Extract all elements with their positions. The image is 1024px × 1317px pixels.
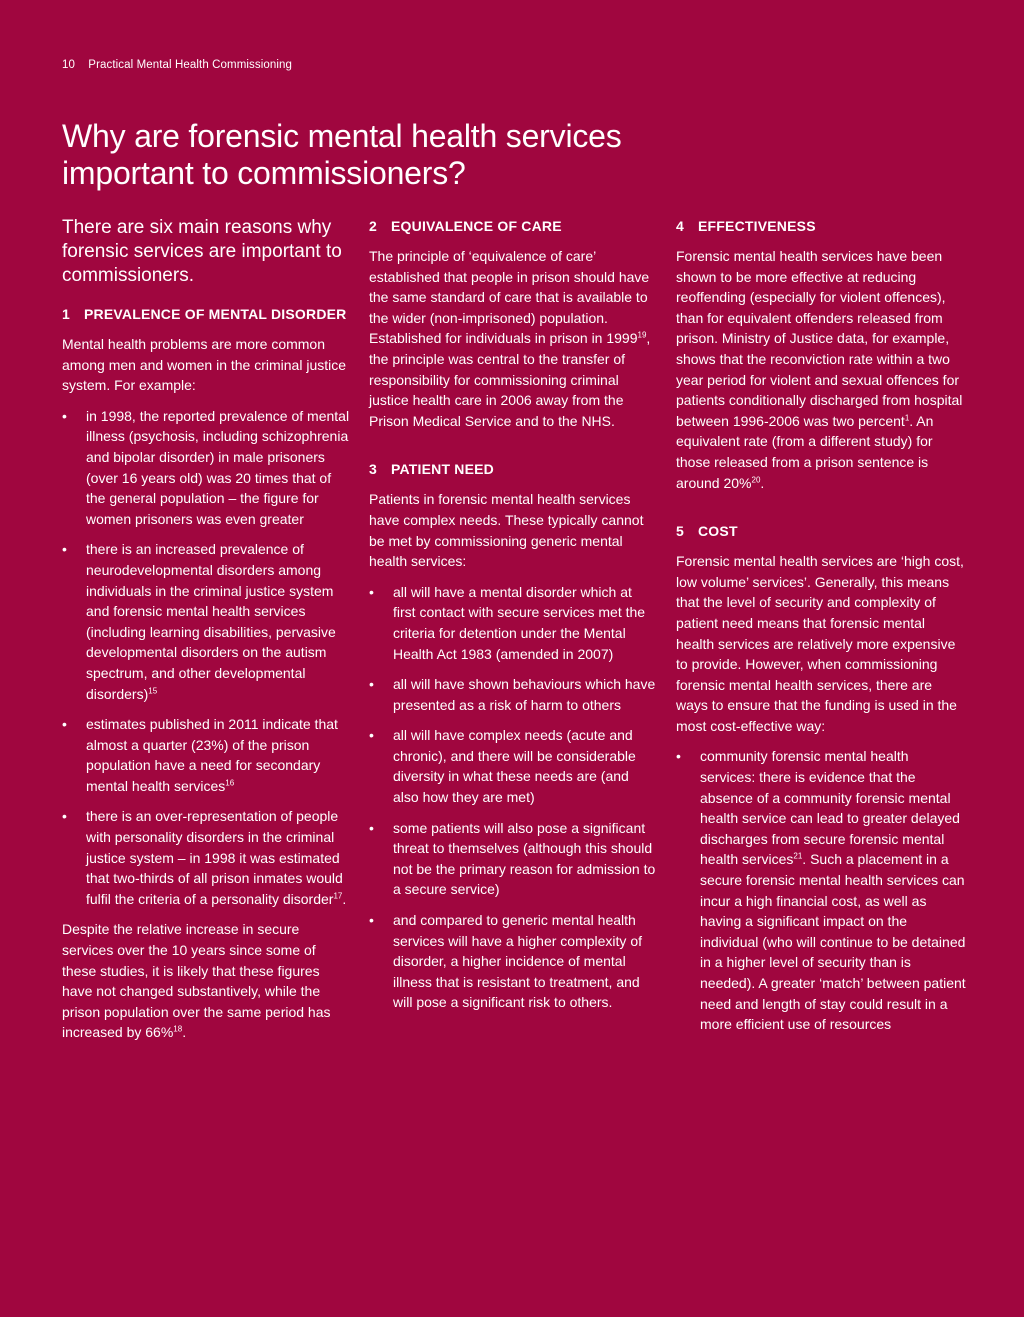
list-item-text: there is an increased prevalence of neurodevelopmental disorders among individuals in the criminal justice system and forensic mental health services (including learning disabilities, pervasive developmental disorders on the autism spectrum, and other developmental disorders) xyxy=(86,541,336,702)
section-3-bullets xyxy=(369,582,657,1013)
section-5-heading xyxy=(676,521,966,541)
bullet-icon: • xyxy=(62,808,67,825)
list-item xyxy=(369,725,657,807)
section-1-heading xyxy=(62,304,350,324)
list-item-text: all will have complex needs (acute and chronic), and there will be considerable diversity in what these needs are (and also how they are met) xyxy=(393,727,636,806)
list-item-text: community forensic mental health services: there is evidence that the absence of a community forensic mental health service can lead to greater delayed discharges from secure forensic mental health services xyxy=(700,748,960,868)
page-title: Why are forensic mental health services important to commissioners? xyxy=(62,118,622,191)
section-number: 1 xyxy=(62,306,70,322)
bullet-icon: • xyxy=(369,583,374,600)
section-1-closing xyxy=(62,919,350,1043)
list-item xyxy=(676,746,966,1034)
section-title: PATIENT NEED xyxy=(391,461,494,478)
section-3-intro: Patients in forensic mental health services have complex needs. These typically cannot be met by commissioning generic mental health services: xyxy=(369,491,644,570)
section-number: 4 xyxy=(676,218,684,234)
list-item-text: all will have a mental disorder which at first contact with secure services met the criteria for detention under the Mental Health Act 1983 (amended in 2007) xyxy=(393,583,646,662)
footnote-ref: 15 xyxy=(148,685,158,695)
bullet-icon: • xyxy=(369,727,374,744)
section-title: COST xyxy=(698,523,738,540)
closing-tail: . xyxy=(182,1024,187,1041)
list-item-tail: . xyxy=(342,890,347,907)
running-header xyxy=(62,59,292,71)
section-number: 5 xyxy=(676,523,684,540)
list-item-text: in 1998, the reported prevalence of mental illness (psychosis, including schizophrenia and bipolar disorder) in male prisoners (over 16 years old) was 20 times that of the general population – the figure for women prisoners was even greater xyxy=(86,407,350,527)
list-item xyxy=(62,406,350,530)
footnote-ref: 20 xyxy=(751,474,761,484)
list-item-text: and compared to generic mental health services will have a higher complexity of disorder, a higher incidence of mental illness that is resistant to treatment, and will pose a significant risk to others. xyxy=(393,912,642,1011)
page-number: 10 xyxy=(62,59,75,71)
section-number: 3 xyxy=(369,461,377,478)
section-4-body xyxy=(676,246,966,493)
footnote-ref: 1 xyxy=(904,413,910,423)
list-item-text: there is an over-representation of people with personality disorders in the criminal justice system – in 1998 it was estimated that two-thirds of all prison inmates would fulfil the criteria of a personality disorder xyxy=(86,808,343,907)
section-5-bullets xyxy=(676,746,966,1034)
bullet-icon: • xyxy=(62,407,67,424)
list-item xyxy=(62,714,350,796)
closing-text: Despite the relative increase in secure services over the 10 years since some of these studies, it is likely that these figures have not changed substantively, while the prison population over the same period has increased by 66% xyxy=(62,921,331,1041)
running-title: Practical Mental Health Commissioning xyxy=(88,59,293,71)
section-title: PREVALENCE OF MENTAL DISORDER xyxy=(84,306,347,322)
column-1 xyxy=(62,216,350,1053)
column-2 xyxy=(369,216,657,1023)
section-4-heading xyxy=(676,216,966,236)
body-text-cont: , the principle was central to the transfer of responsibility for commissioning criminal justice health care in 2006 away from the Prison Medical Service and to the NHS. xyxy=(369,330,651,429)
bullet-icon: • xyxy=(676,748,681,765)
list-item xyxy=(62,806,350,909)
list-item xyxy=(369,674,657,715)
section-5-intro: Forensic mental health services are ‘high cost, low volume’ services’. Generally, this means that the level of security and complexity of patient need means that forensic mental health services are relatively more expensive to provide. However, when commissioning forensic mental health services, there are ways to ensure that the funding is used in the most cost-effective way: xyxy=(676,553,964,734)
section-1-bullets xyxy=(62,406,350,910)
section-2-heading xyxy=(369,216,657,236)
footnote-ref: 17 xyxy=(333,891,343,901)
section-2-body xyxy=(369,246,657,431)
body-text-tail: . xyxy=(760,474,765,491)
body-text-cont: . An equivalent rate (from a different study) for those released from a prison sentence is around 20% xyxy=(676,412,934,491)
body-text: Forensic mental health services have been shown to be more effective at reducing reoffending (especially for violent offences), than for equivalent offenders released from prison. Ministry of Justice data, for example, shows that the reconviction rate within a two year period for violent and sexual offences for patients conditionally discharged from hospital between 1996-2006 was two percent xyxy=(676,248,963,429)
column-3 xyxy=(676,216,966,1045)
section-number: 2 xyxy=(369,218,377,234)
list-item-text: all will have shown behaviours which have presented as a risk of harm to others xyxy=(393,676,656,713)
list-item xyxy=(62,539,350,704)
section-title: EFFECTIVENESS xyxy=(698,218,816,234)
list-item xyxy=(369,582,657,664)
list-item xyxy=(369,818,657,900)
lead-paragraph: There are six main reasons why forensic services are important to commissioners. xyxy=(62,217,342,286)
section-1-intro: Mental health problems are more common among men and women in the criminal justice system. For example: xyxy=(62,336,347,394)
bullet-icon: • xyxy=(369,819,374,836)
list-item-text: estimates published in 2011 indicate that almost a quarter (23%) of the prison population have a need for secondary mental health services xyxy=(86,716,338,794)
bullet-icon: • xyxy=(62,541,67,558)
body-text: The principle of ‘equivalence of care’ established that people in prison should have the same standard of care that is available to the wider (non-imprisoned) population. Established for individuals in prison in 1999 xyxy=(369,248,650,347)
footnote-ref: 19 xyxy=(637,330,647,340)
section-3-heading xyxy=(369,459,657,479)
section-title: EQUIVALENCE OF CARE xyxy=(391,218,562,234)
list-item-text: some patients will also pose a significant threat to themselves (although this should not be the primary reason for admission to a secure service) xyxy=(393,819,656,898)
bullet-icon: • xyxy=(369,676,374,693)
footnote-ref: 21 xyxy=(793,851,803,861)
bullet-icon: • xyxy=(369,912,374,929)
footnote-ref: 16 xyxy=(225,778,235,788)
list-item xyxy=(369,910,657,1013)
bullet-icon: • xyxy=(62,716,67,733)
footnote-ref: 18 xyxy=(173,1024,183,1034)
list-item-text-cont: . Such a placement in a secure forensic mental health services can incur a high financial cost, as well as having a significant impact on the individual (who will continue to be detained in a higher level of security than is needed). A greater ‘match’ between patient need and length of stay could result in a more efficient use of resources xyxy=(700,851,966,1033)
